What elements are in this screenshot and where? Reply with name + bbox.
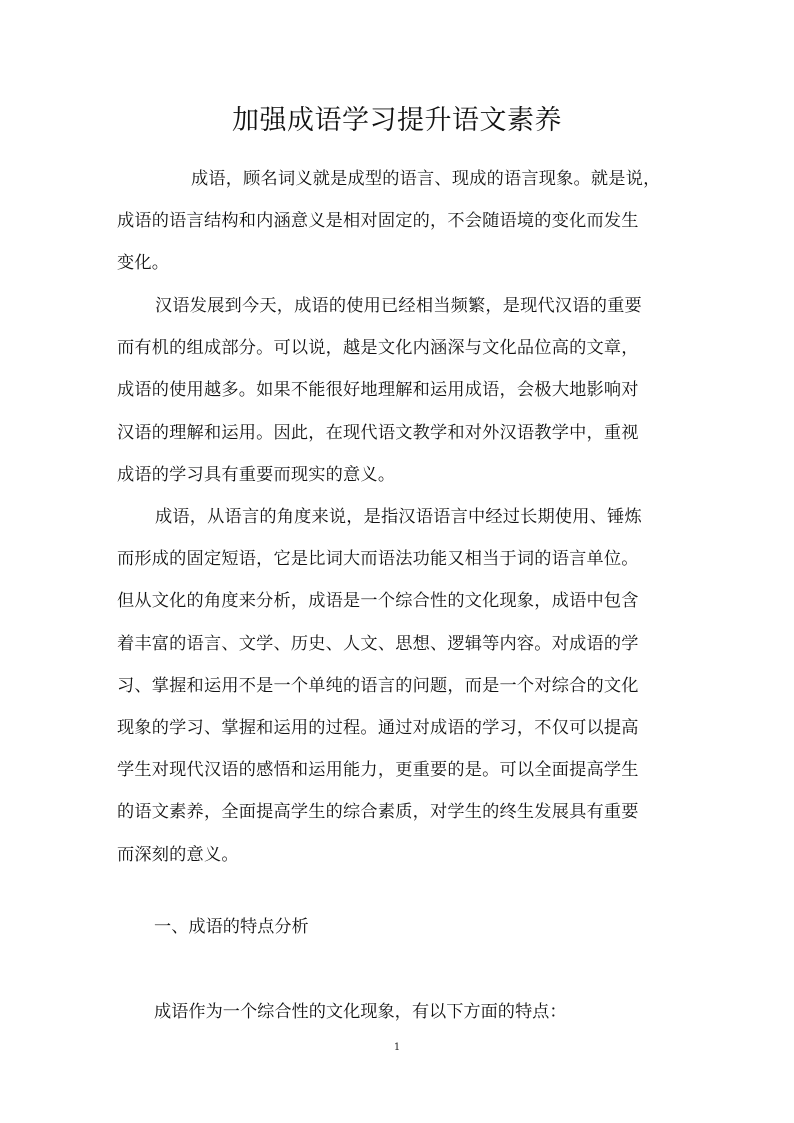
paragraph-line: 但从文化的角度来分析，成语是一个综合性的文化现象，成语中包含 — [117, 591, 639, 612]
paragraph-line: 而有机的组成部分。可以说，越是文化内涵深与文化品位高的文章， — [117, 338, 639, 359]
paragraph-line: 而深刻的意义。 — [117, 844, 239, 865]
paragraph-line: 现象的学习、掌握和运用的过程。通过对成语的学习，不仅可以提高 — [117, 718, 639, 739]
page-number: 1 — [393, 1042, 401, 1053]
document-title: 加强成语学习提升语文素养 — [232, 105, 562, 136]
section-intro: 成语作为一个综合性的文化现象，有以下方面的特点： — [154, 1002, 567, 1022]
paragraph-2 — [117, 285, 682, 496]
section-heading: 一、成语的特点分析 — [154, 917, 309, 937]
paragraph-line: 成语的学习具有重要而现实的意义。 — [117, 464, 396, 485]
paragraph-line: 的语文素养，全面提高学生的综合素质，对学生的终生发展具有重要 — [117, 802, 639, 823]
paragraph-line: 变化。 — [117, 253, 170, 274]
paragraph-3 — [117, 496, 682, 876]
paragraph-line: 汉语的理解和运用。因此，在现代语文教学和对外汉语教学中，重视 — [117, 422, 639, 443]
paragraph-line: 着丰富的语言、文学、历史、人文、思想、逻辑等内容。对成语的学 — [117, 633, 639, 654]
paragraph-line: 而形成的固定短语，它是比词大而语法功能又相当于词的语言单位。 — [117, 549, 639, 570]
paragraph-1 — [117, 158, 682, 285]
paragraph-line: 成语，顾名词义就是成型的语言、现成的语言现象。就是说， — [191, 169, 661, 189]
paragraph-line: 习、掌握和运用不是一个单纯的语言的问题，而是一个对综合的文化 — [117, 675, 639, 696]
paragraph-line: 汉语发展到今天，成语的使用已经相当频繁，是现代汉语的重要 — [155, 296, 642, 316]
paragraph-line: 成语的语言结构和内涵意义是相对固定的，不会随语境的变化而发生 — [117, 211, 639, 232]
paragraph-line: 成语的使用越多。如果不能很好地理解和运用成语，会极大地影响对 — [117, 380, 639, 401]
paragraph-line: 成语，从语言的角度来说，是指汉语语言中经过长期使用、锤炼 — [155, 507, 642, 527]
paragraph-line: 学生对现代汉语的感悟和运用能力，更重要的是。可以全面提高学生 — [117, 760, 639, 781]
